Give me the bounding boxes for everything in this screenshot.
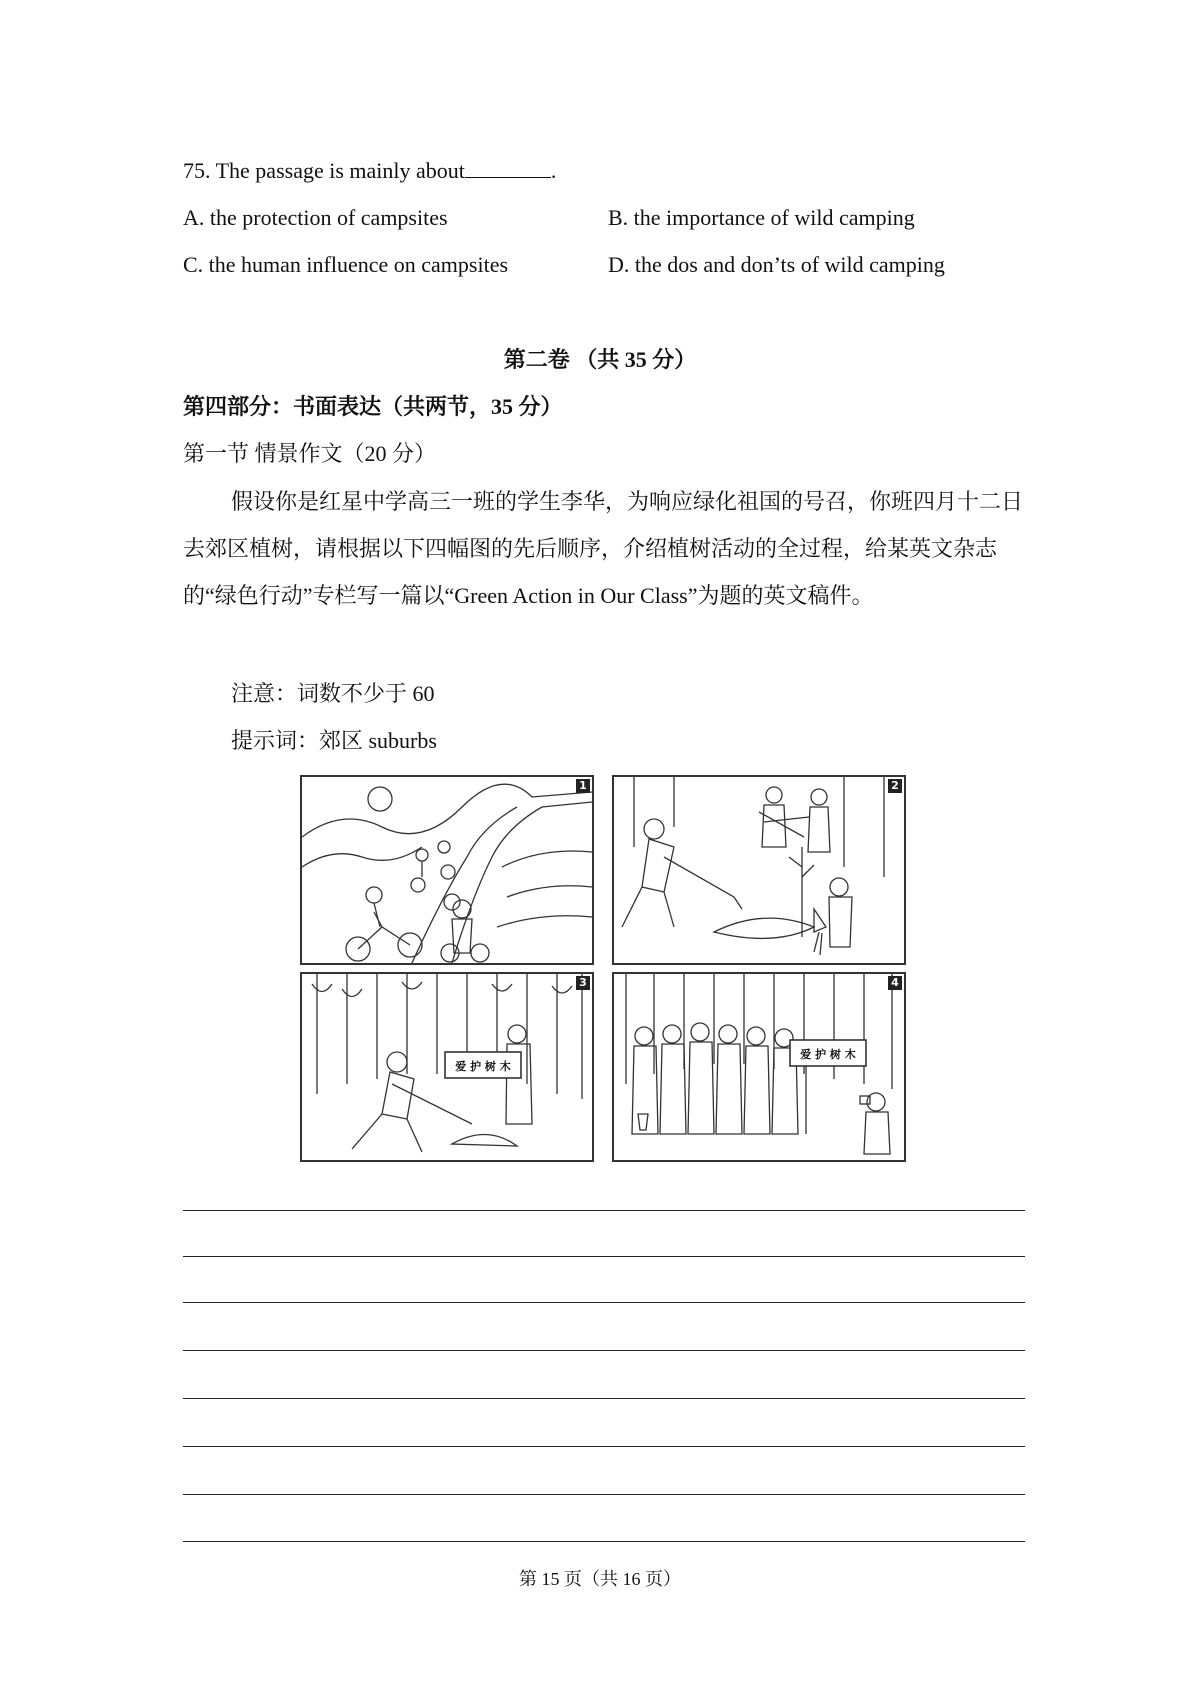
sign-text: 爱 护 树 木 [455,1060,511,1073]
option-c: C. the human influence on campsites [183,252,509,277]
answer-line[interactable] [183,1398,1025,1399]
picture-number: 2 [888,779,902,793]
answer-line[interactable] [183,1256,1025,1257]
answer-blank [465,159,551,178]
question-stem-end: . [550,158,557,183]
writing-prompt: 假设你是红星中学高三一班的学生李华，为响应绿化祖国的号召，你班四月十二日去郊区植树，请根据以下四幅图的先后顺序，介绍植树活动的全过程，给某英文杂志的“绿色行动”专栏写一篇以“Green Action in Our Class”为题的英文稿件。 [183,489,1024,608]
shovel-handle [664,857,742,909]
planting-illustration [614,777,904,963]
hint-words: 提示词：郊区 suburbs [231,728,437,753]
option-a: A. the protection of campsites [183,205,448,230]
picture-number: 1 [576,779,590,793]
option-d: D. the dos and don’ts of wild camping [608,252,945,277]
volume-title: 第二卷 （共 35 分） [503,347,697,372]
answer-line[interactable] [183,1446,1025,1447]
word-count-note: 注意：词数不少于 60 [231,681,435,706]
watering-bucket [814,909,826,932]
page-footer: 第 15 页（共 16 页） [519,1569,681,1589]
sign-text: 爱 护 树 木 [800,1048,856,1061]
sign-illustration [302,974,592,1160]
picture-4-group-photo [612,972,906,1162]
answer-line[interactable] [183,1210,1025,1211]
answer-line[interactable] [183,1302,1025,1303]
answer-line[interactable] [183,1494,1025,1495]
answer-line[interactable] [183,1541,1025,1542]
picture-number: 4 [888,976,902,990]
picture-number: 3 [576,976,590,990]
option-b: B. the importance of wild camping [608,205,915,230]
subsection-title: 第一节 情景作文（20 分） [183,441,437,466]
question-stem [183,158,556,184]
picture-3-sign [300,972,594,1162]
answer-line[interactable] [183,1350,1025,1351]
sun-icon [368,787,392,811]
cycling-illustration [302,777,592,963]
group-illustration [614,974,904,1160]
question-stem-text: 75. The passage is mainly about [183,158,465,183]
picture-2-planting [612,775,906,965]
picture-1-cycling [300,775,594,965]
part-title: 第四部分：书面表达（共两节，35 分） [183,394,563,419]
bucket-icon [638,1114,648,1130]
